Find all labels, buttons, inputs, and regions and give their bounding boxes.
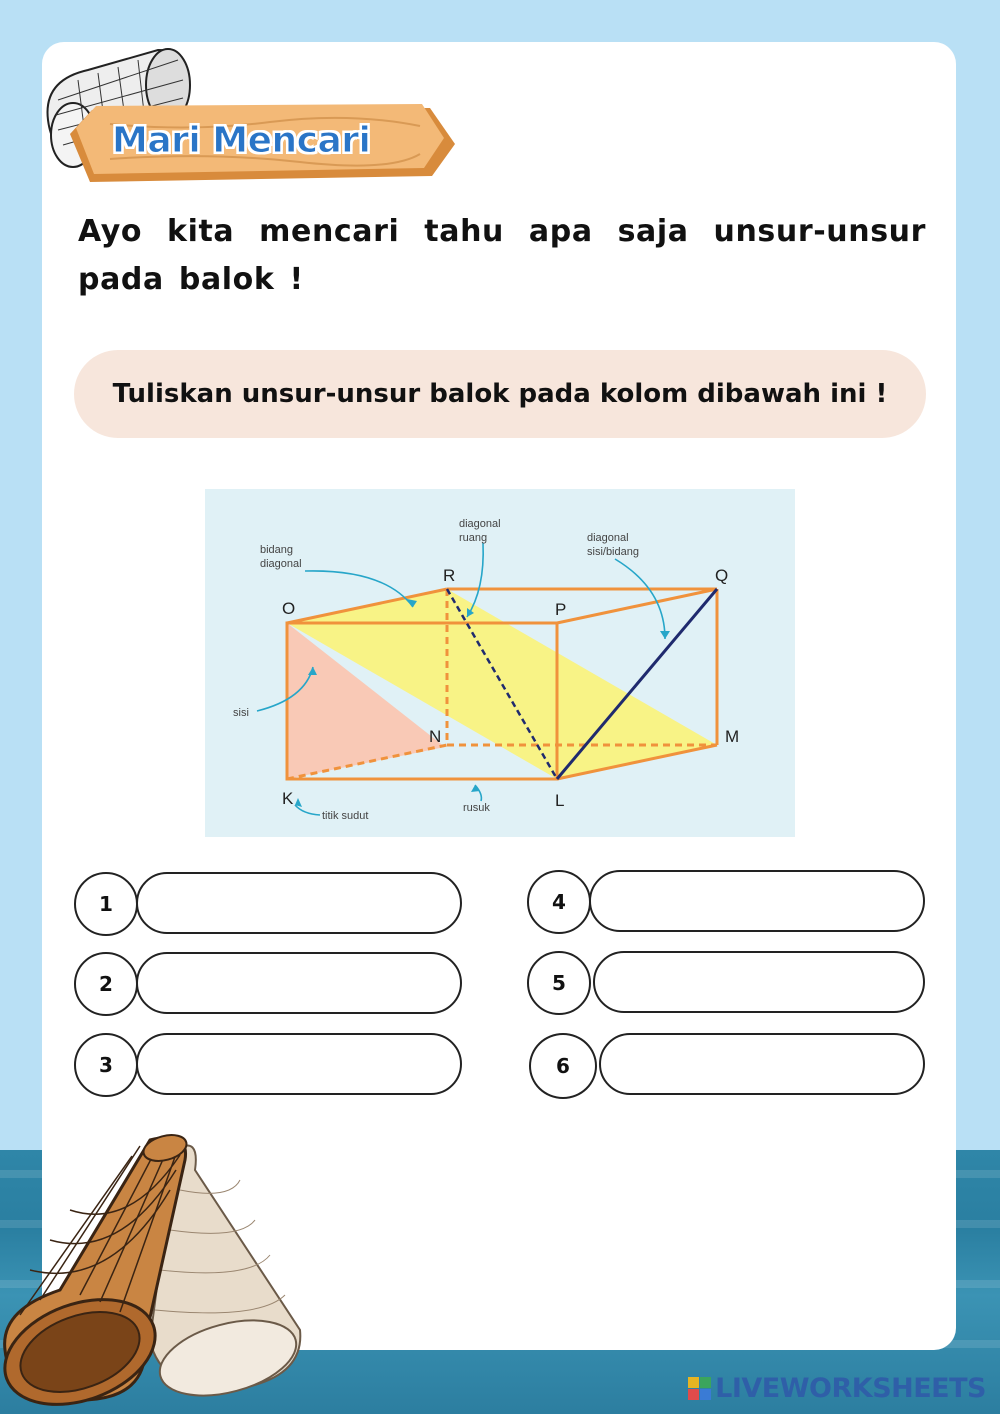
label-sisi: sisi	[233, 707, 249, 719]
answer-row-2	[74, 952, 464, 1018]
vertex-P: P	[555, 600, 567, 619]
answer-input-1[interactable]	[136, 872, 462, 934]
answer-input-2[interactable]	[136, 952, 462, 1014]
label-diagonal-sisi-1: diagonal	[587, 532, 629, 544]
brand-logo	[688, 1373, 986, 1404]
arrow-titik-sudut	[295, 805, 320, 815]
vertex-N: N	[429, 727, 442, 746]
cuboid-diagram	[205, 489, 795, 837]
answer-row-5	[527, 951, 927, 1017]
label-diagonal-ruang-1: diagonal	[459, 518, 501, 530]
vertex-O: O	[282, 599, 296, 618]
label-diagonal-ruang-2: ruang	[459, 532, 488, 544]
answer-number-4: 4	[527, 870, 591, 934]
answer-input-3[interactable]	[136, 1033, 462, 1095]
arrow-diagonal-sisi	[615, 559, 665, 639]
label-diagonal-sisi-2: sisi/bidang	[587, 546, 639, 558]
vertex-Q: Q	[715, 566, 729, 585]
instruction-text: Tuliskan unsur-unsur balok pada kolom dibawah ini !	[112, 379, 888, 409]
label-titik-sudut: titik sudut	[322, 810, 369, 822]
bamboo-trap-illustration	[0, 1130, 310, 1410]
answer-number-5: 5	[527, 951, 591, 1015]
answer-input-6[interactable]	[599, 1033, 925, 1095]
label-rusuk: rusuk	[463, 802, 490, 814]
brand-icon	[688, 1377, 711, 1400]
answer-number-3: 3	[74, 1033, 138, 1097]
vertex-R: R	[443, 566, 456, 585]
answer-number-6: 6	[529, 1033, 597, 1099]
answer-number-1: 1	[74, 872, 138, 936]
instruction-banner	[74, 350, 926, 438]
answer-row-4	[527, 870, 927, 936]
answer-row-3	[74, 1033, 464, 1099]
answer-row-6	[529, 1033, 927, 1099]
vertex-K: K	[282, 789, 294, 808]
brand-name: LIVEWORKSHEETS	[715, 1373, 986, 1404]
answer-number-2: 2	[74, 952, 138, 1016]
answer-input-4[interactable]	[589, 870, 925, 932]
answer-row-1	[74, 872, 464, 938]
label-bidang-diagonal-1: bidang	[260, 544, 294, 556]
page-title: Mari Mencari	[112, 120, 371, 161]
label-bidang-diagonal-2: diagonal	[260, 558, 302, 570]
intro-text: Ayo kita mencari tahu apa saja unsur-unsur pada balok !	[78, 214, 926, 297]
answer-input-5[interactable]	[593, 951, 925, 1013]
vertex-L: L	[555, 791, 565, 810]
vertex-M: M	[725, 727, 740, 746]
